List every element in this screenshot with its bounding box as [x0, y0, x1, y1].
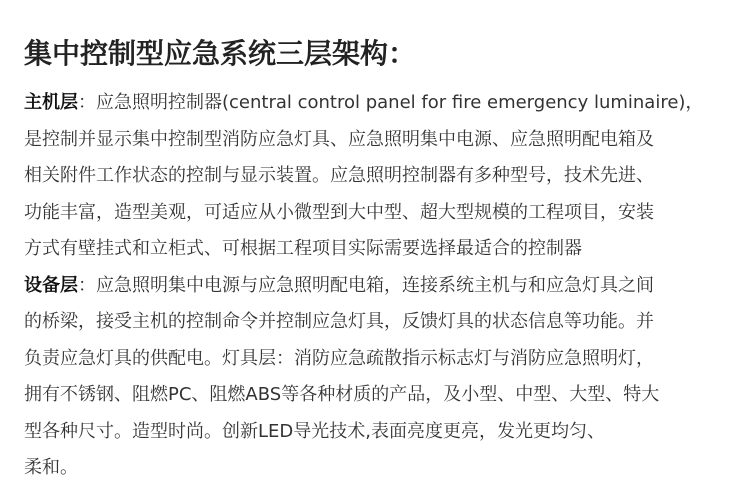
host-layer-line-1: [24, 85, 736, 122]
host-layer-line-5: 方式有壁挂式和立柜式、可根据工程项目实际需要选择最适合的控制器: [24, 238, 582, 259]
host-layer-line-2: 是控制并显示集中控制型消防应急灯具、应急照明集中电源、应急照明配电箱及: [24, 128, 654, 150]
page-title: 集中控制型应急系统三层架构：: [24, 37, 417, 70]
document-body: [24, 34, 736, 487]
host-layer-line-3: 相关附件工作状态的控制与显示装置。应急照明控制器有多种型号，技术先进、: [24, 165, 654, 186]
host-layer-paragraph: [24, 85, 736, 268]
device-layer-text: 应急照明集中电源与应急照明配电箱，连接系统主机与和应急灯具之间: [96, 274, 654, 296]
device-layer-label: 设备层: [24, 274, 78, 296]
device-layer-line-5: 型各种尺寸。造型时尚。创新LED导光技术,表面亮度更亮，发光更均匀、: [24, 420, 605, 442]
host-layer-line-4: 功能丰富，造型美观，可适应从小微型到大中型、超大型规模的工程项目，安装: [24, 201, 654, 223]
host-layer-label: 主机层: [24, 92, 78, 113]
device-layer-line-4: 拥有不锈钢、阻燃PC、阻燃ABS等各种材质的产品，及小型、中型、大型、特大: [24, 384, 660, 405]
device-layer-colon: ：: [78, 274, 96, 296]
device-layer-line-6: 柔和。: [24, 457, 78, 478]
host-layer-colon: ：: [78, 92, 96, 113]
device-layer-line-2: 的桥梁，接受主机的控制命令并控制应急灯具，反馈灯具的状态信息等功能。并: [24, 311, 654, 332]
host-layer-text: 应急照明控制器(central control panel for fire emergency luminaire)，: [96, 92, 704, 113]
device-layer-paragraph: [24, 268, 736, 487]
device-layer-line-3: 负责应急灯具的供配电。灯具层：消防应急疏散指示标志灯与消防应急照明灯，: [24, 347, 654, 369]
device-layer-line-1: [24, 268, 736, 305]
